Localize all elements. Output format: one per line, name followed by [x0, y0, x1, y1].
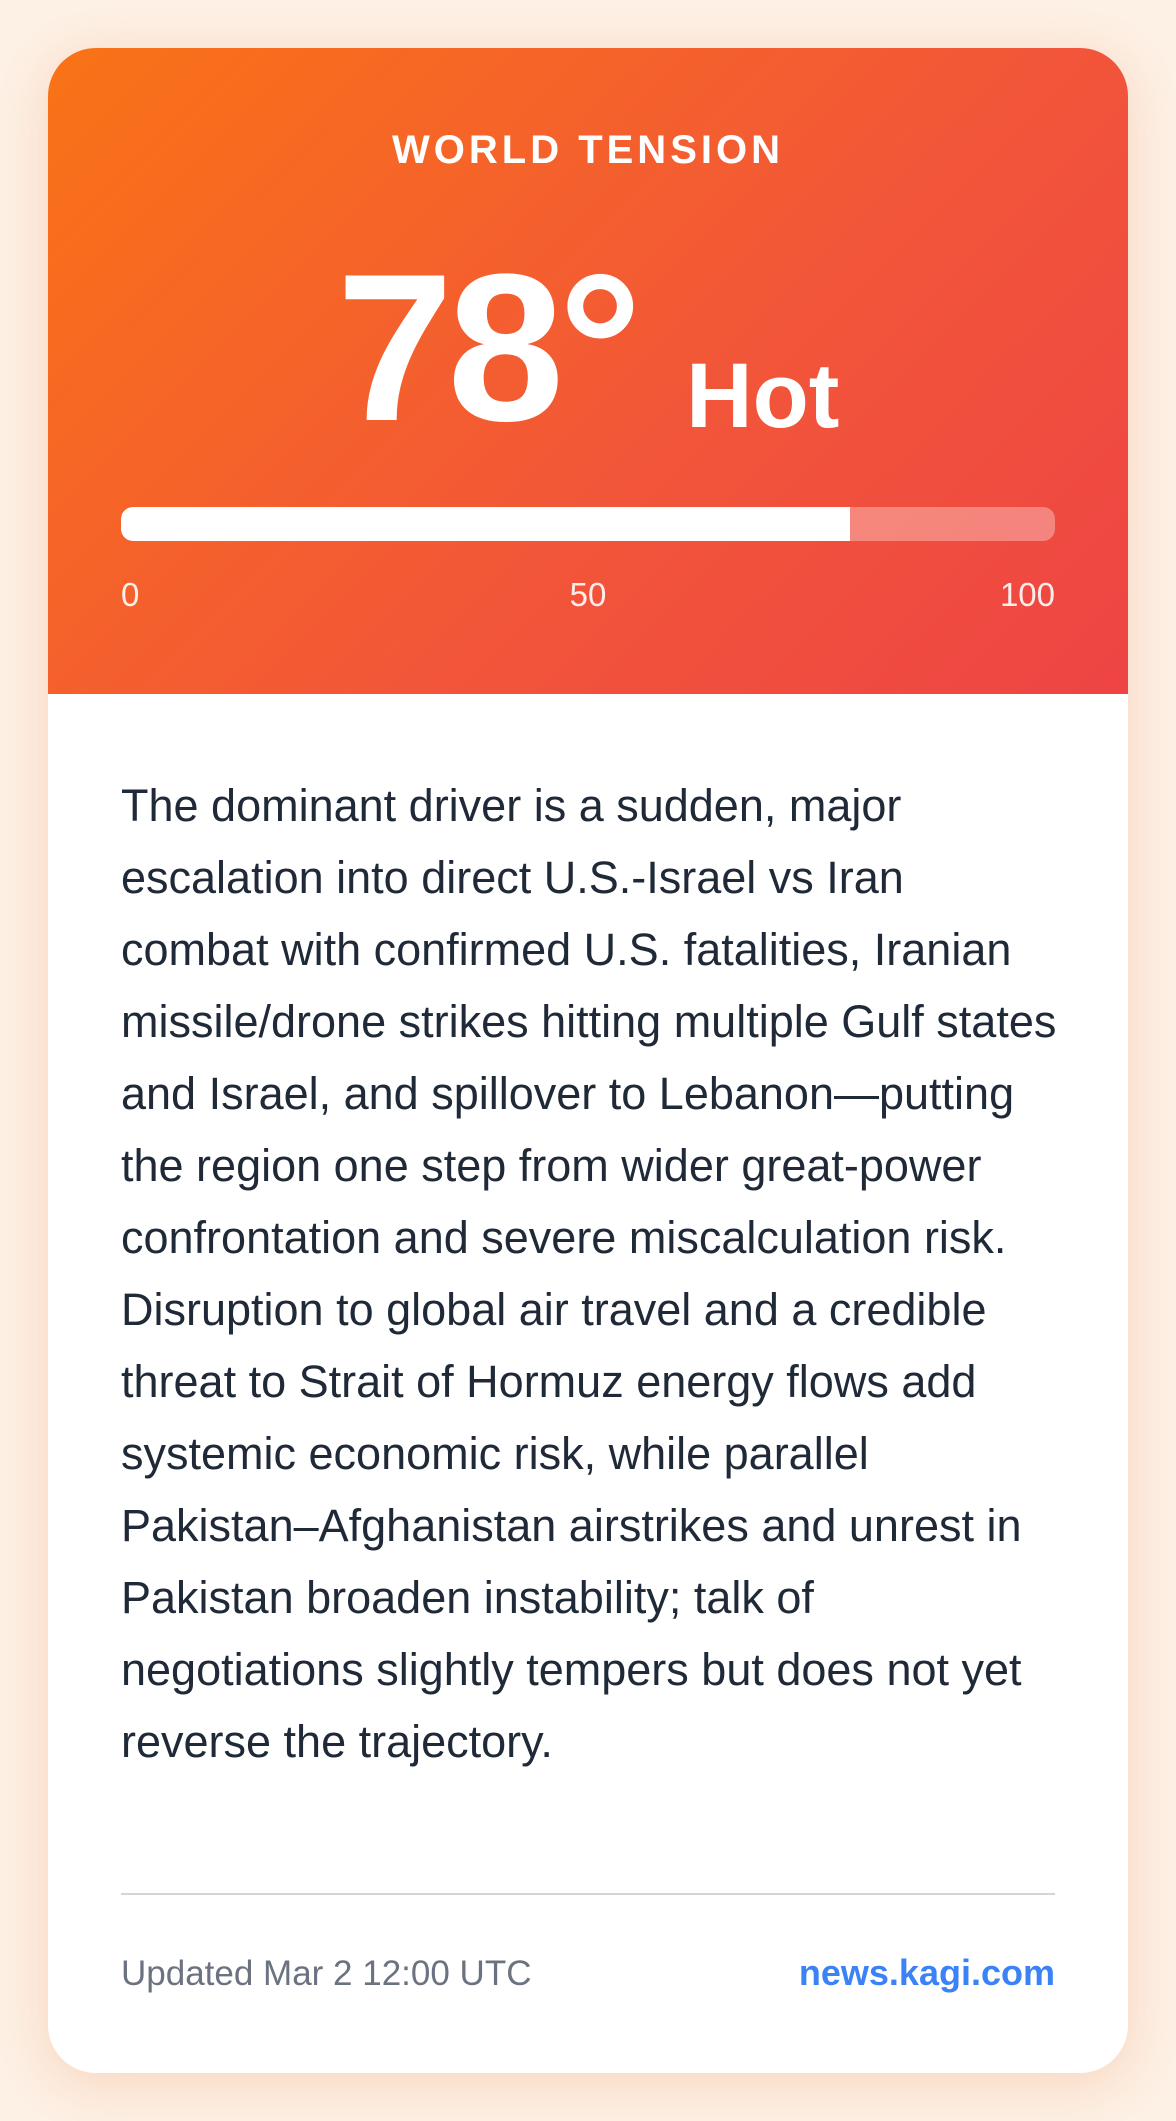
tension-card [48, 48, 1128, 2073]
updated-timestamp: Updated Mar 2 12:00 UTC [121, 1954, 532, 1993]
card-title: WORLD TENSION [392, 128, 784, 172]
tension-level-label: Hot [686, 345, 840, 447]
scale-label-max: 100 [999, 576, 1055, 613]
tension-header [48, 48, 1128, 694]
scale-label-min: 0 [121, 576, 140, 613]
footer-divider [121, 1893, 1055, 1895]
tension-reading [48, 230, 1128, 465]
tension-summary: The dominant driver is a sudden, major escalation into direct U.S.-Israel vs Iran combat with confirmed U.S. fatalities, Iranian missile/drone strikes hitting multiple Gulf states and Israel, and spillover to Lebanon—putting the region one step from wider great-power confrontation and severe miscalculation risk. Disruption to global air travel and a credible threat to Strait of Hormuz energy flows add systemic economic risk, while parallel Pakistan–Afghanistan airstrikes and unrest in Pakistan broaden instability; talk of negotiations slightly tempers but does not yet reverse the trajectory. [121, 780, 1057, 1767]
source-link[interactable]: news.kagi.com [798, 1952, 1055, 1993]
tension-degrees: 78° [336, 230, 637, 465]
scale-label-mid: 50 [569, 576, 607, 613]
tension-gauge-track [121, 507, 1055, 541]
tension-gauge-fill [121, 507, 850, 541]
